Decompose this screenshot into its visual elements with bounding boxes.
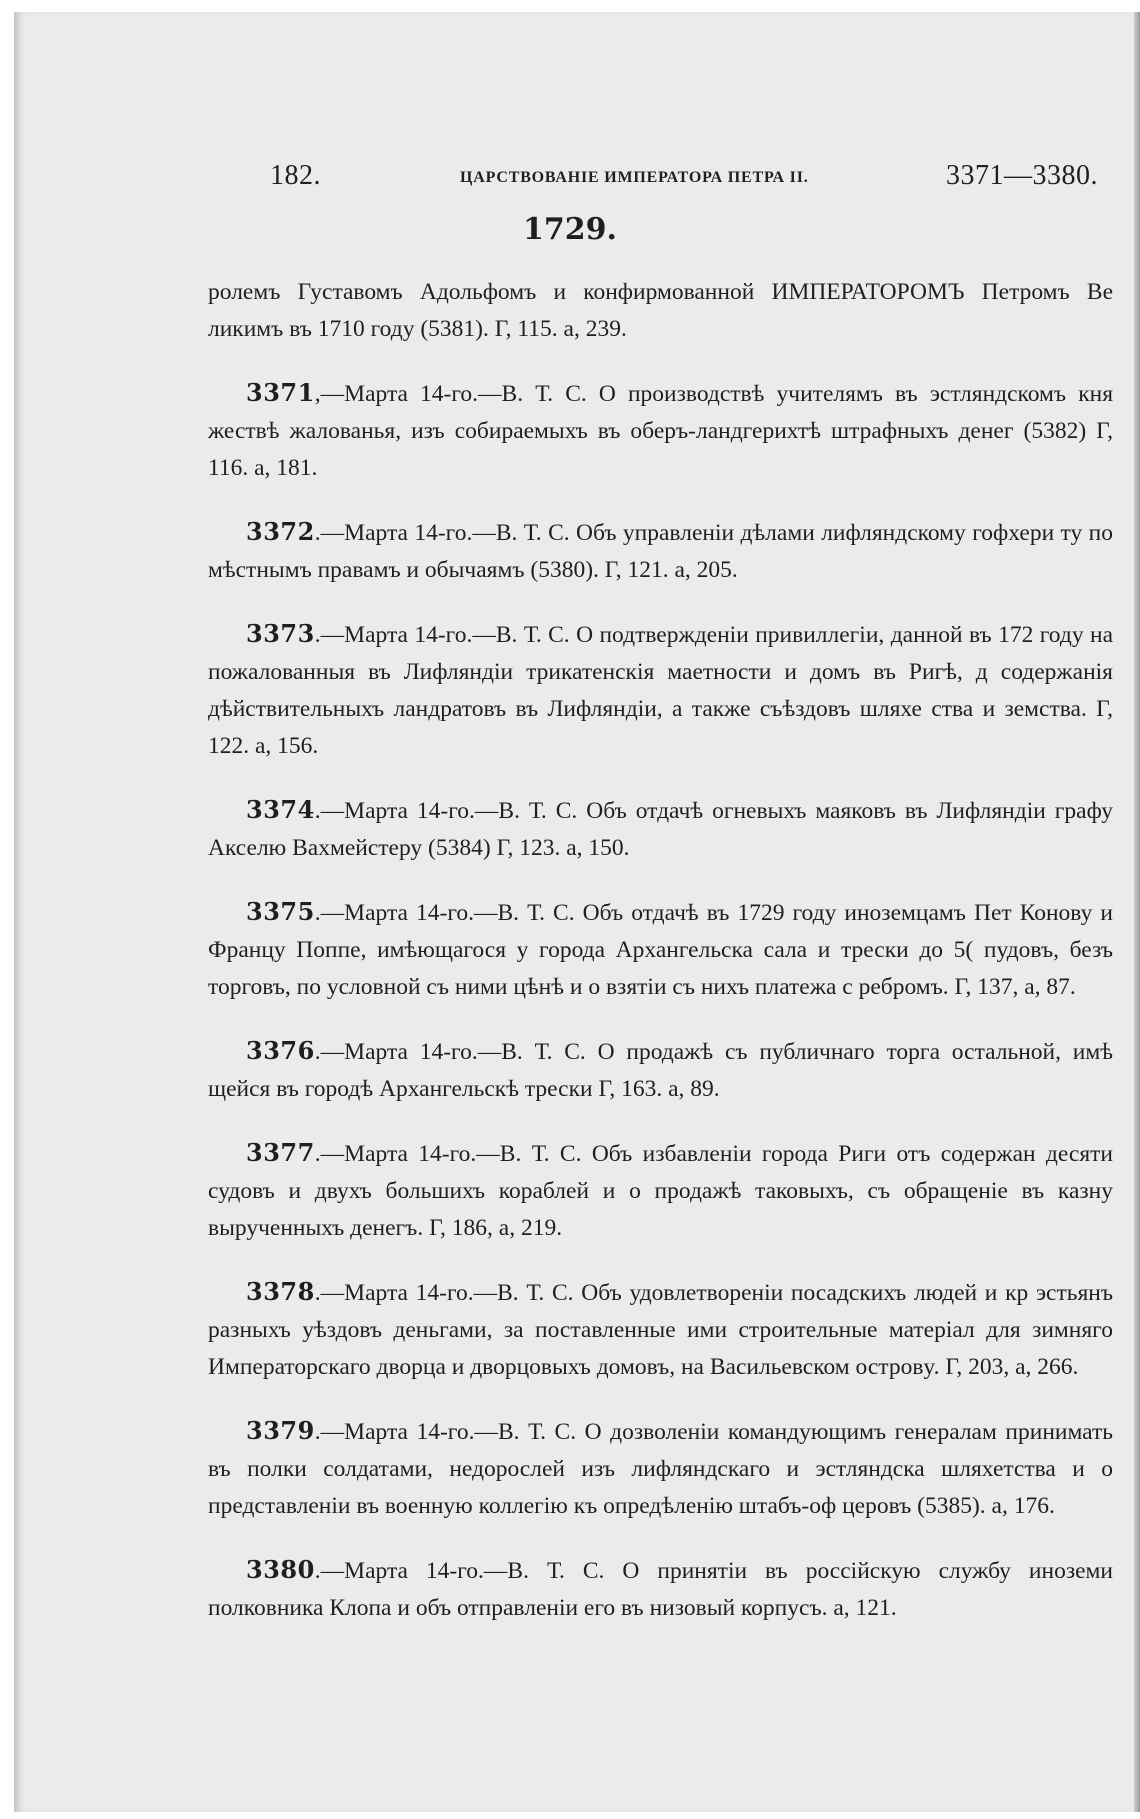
entry-text: .—Марта 14-го.—В. Т. С. О подтвержденіи привиллегіи, данной въ 172 году на пожалованныя въ Лифляндіи трикатенскія маетности и домъ въ Ригѣ, д содержанія дѣйствительныхъ ландратовъ въ Лифляндіи, а также съѣздовъ шляхе ства и земства. Г, 122. а, 156.	[208, 622, 1113, 759]
entry-text: ,—Марта 14-го.—В. Т. С. О производствѣ учителямъ въ эстляндскомъ кня жествѣ жалованья, изъ собираемыхъ въ оберъ-ландгерихтѣ штрафныхъ денег (5382) Г, 116. а, 181.	[208, 381, 1113, 481]
entry-number: 3372	[246, 517, 315, 546]
entry-text: .—Марта 14-го.—В. Т. С. О дозволеніи командующимъ генералам принимать въ полки солдатами, недорослей изъ лифляндскаго и эстляндска шляхетства и о представленіи въ военную коллегію къ опредѣленію штабъ-оф церовъ (5385). а, 176.	[208, 1419, 1113, 1519]
law-entry	[208, 615, 1113, 765]
law-entry	[208, 513, 1113, 589]
law-entry	[208, 1551, 1113, 1627]
law-entry	[208, 1412, 1113, 1525]
entry-number: 3380	[246, 1555, 315, 1584]
entry-text: .—Марта 14-го.—В. Т. С. Объ удовлетвореніи посадскихъ людей и кр эстьянъ разныхъ уѣздовъ деньгами, за поставленные ими строительные матеріал для зимняго Императорскаго дворца и дворцовыхъ домовъ, на Васильевском островy. Г, 203, а, 266.	[208, 1280, 1113, 1380]
entry-number: 3375	[246, 897, 315, 926]
law-entry	[208, 1134, 1113, 1247]
page-header	[270, 160, 1100, 200]
entry-text: .—Марта 14-го.—В. Т. С. Объ управленіи дѣлами лифляндскому гофхери ту по мѣстнымъ правамъ и обычаямъ (5380). Г, 121. а, 205.	[208, 520, 1113, 583]
entry-text: .—Марта 14-го.—В. Т. С. Объ избавленіи города Риги отъ содержан десяти судовъ и двухъ большихъ кораблей и о продажѣ таковыхъ, съ обращеніе въ казну вырученныхъ денегъ. Г, 186, а, 219.	[208, 1141, 1113, 1241]
law-entry	[208, 791, 1113, 867]
entry-number: 3371	[246, 378, 315, 407]
running-head: ЦАРСТВОВАНІЕ ИМПЕРАТОРА ПЕТРА II.	[460, 169, 809, 186]
year-heading: 1729.	[523, 212, 617, 247]
entry-number: 3378	[246, 1277, 315, 1306]
entry-number: 3379	[246, 1416, 315, 1445]
entry-text: .—Марта 14-го.—В. Т. С. Объ отдачѣ огневыхъ маяковъ въ Лифляндіи графу Акселю Вахмейстеру (5384) Г, 123. а, 150.	[208, 798, 1113, 861]
entry-text: .—Марта 14-го.—В. Т. С. О принятіи въ россійскую службу иноземи полковника Клопа и объ отправленіи его въ низовый корпусъ. а, 121.	[208, 1558, 1113, 1621]
entry-range: 3371—3380.	[946, 160, 1098, 191]
law-entry	[208, 893, 1113, 1006]
entry-number: 3374	[246, 795, 315, 824]
entry-number: 3377	[246, 1138, 315, 1167]
entry-text: .—Марта 14-го.—В. Т. С. О продажѣ съ публичнаго торга остальной, имѣ щейся въ городѣ Архангельскѣ трески Г, 163. а, 89.	[208, 1039, 1113, 1102]
entry-number: 3373	[246, 619, 315, 648]
page-body	[208, 274, 1113, 1627]
entry-text: .—Марта 14-го.—В. Т. С. Объ отдачѣ въ 1729 году иноземцамъ Пет Конову и Францу Поппе, имѣющагося у города Архангельска сала и трески до 5( пудовъ, безъ торговъ, по условной съ ними цѣнѣ и о взятіи съ нихъ платежа с ребромъ. Г, 137, а, 87.	[208, 900, 1113, 1000]
page-number: 182.	[270, 160, 321, 191]
continued-text: ролемъ Густавомъ Адольфомъ и конфирмованной ИМПЕРАТОРОМЪ Петромъ Be ликимъ въ 1710 году (5381). Г, 115. а, 239.	[208, 279, 1113, 342]
law-entry	[208, 1273, 1113, 1386]
law-entry	[208, 374, 1113, 487]
law-entry	[208, 1032, 1113, 1108]
entry-number: 3376	[246, 1036, 315, 1065]
page-gutter-shadow	[1134, 12, 1140, 1812]
